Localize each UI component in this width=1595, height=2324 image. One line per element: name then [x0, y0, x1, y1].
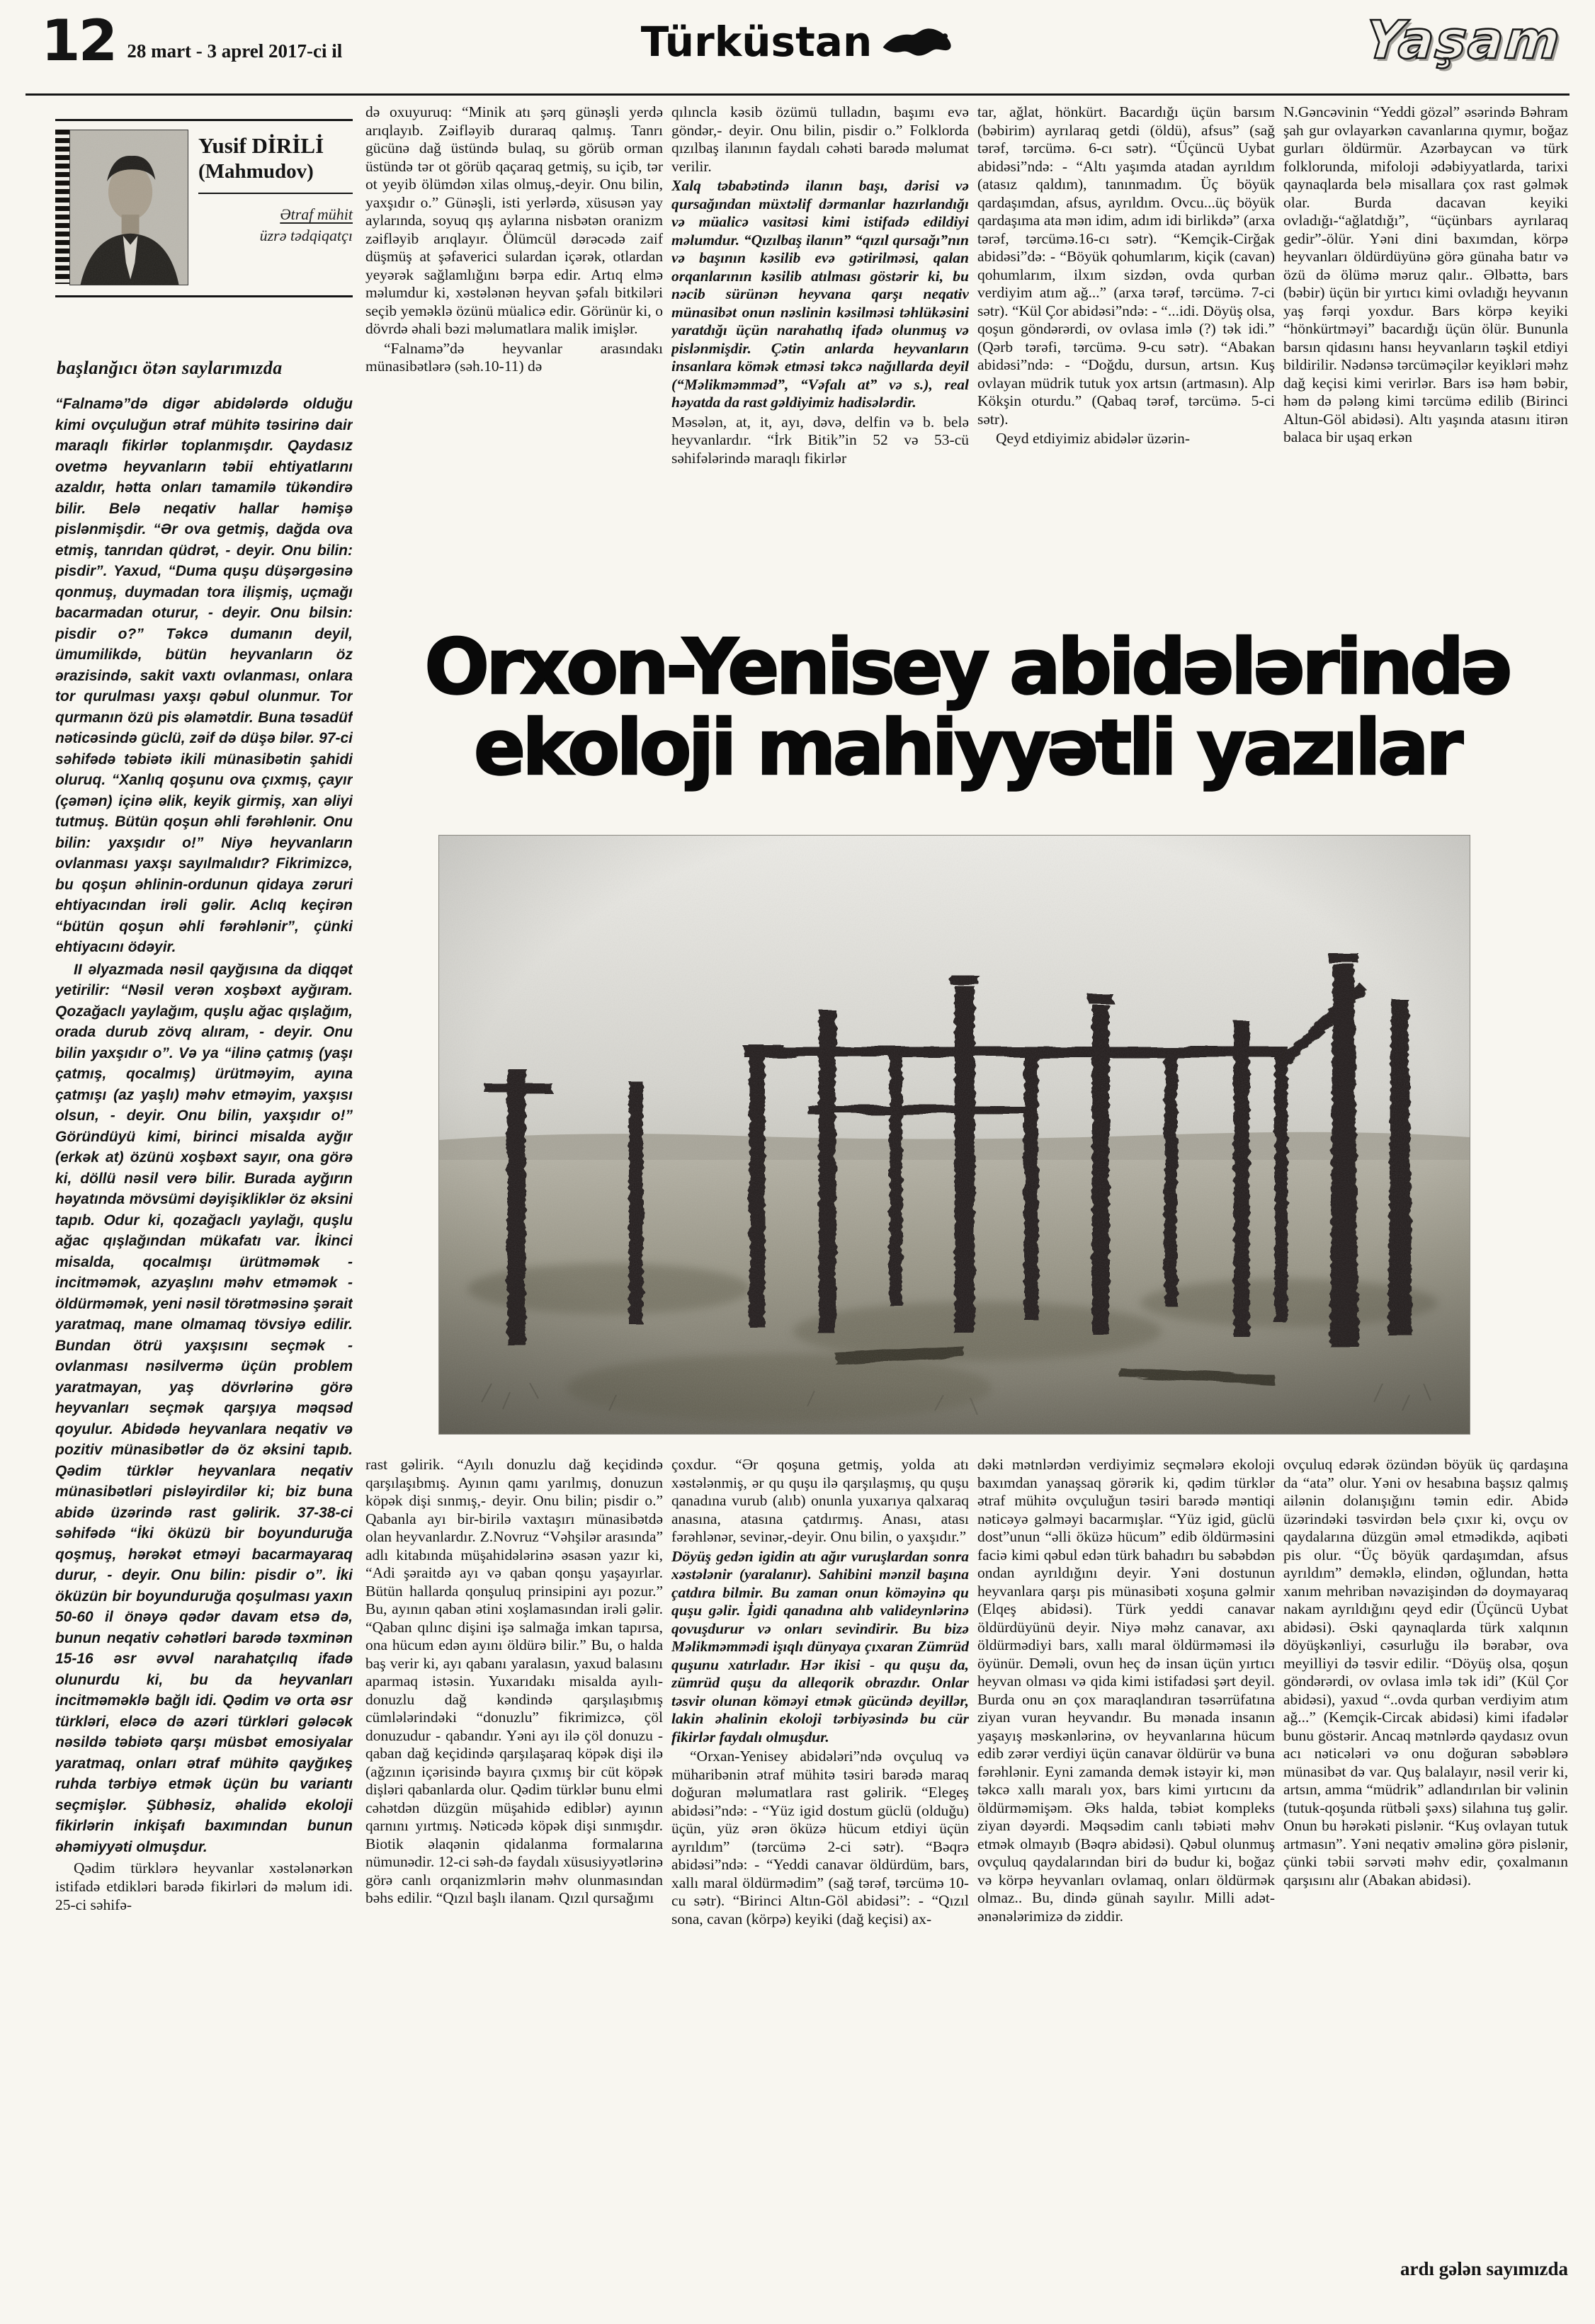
- header-left: [41, 8, 343, 74]
- paragraph: də oxuyuruq: “Minik atı şərq günəşli yerdə arıqlayıb. Zəifləyib duraraq qalmış. Tanrı gücünə dağ üstündə bulaq, su görüb orman üstündə tər ot görüb qaçaraq getmiş, su içib, tər ot yeyib ölümdən xilas olmuş,-deyir. Onu bilin, yaxşıdır o.” Günəşli, isti yerlərdə, xüsusən yay aylarında, soyuq qış aylarına nisbətən oranizm zəifləyib arıqlayır. Ölümcül dərəcədə zaif düşmüş at şəfaverici sulardan içərək, otlardan yeyərək sağlamlığını bərpa edir. Artıq elmə məlumdur ki, xəstələnən heyvan şəfalı bitkiləri seçib yeməklə özünü müalicə edir. Görünür ki, o dövrdə əhali bəzi məlumatlara malik imişlər.: [365, 103, 663, 337]
- paragraph: dəki mətnlərdən verdiyimiz seçmələrə ekoloji baxımdan yanaşsaq görərik ki, qədim türklər ətraf mühitə ovçuluğun təsiri barədə məntiqi nəticəyə gəlməyi bacarmışlar. “Yüz igid, güclü dost”unun “əlli öküzə hücum” edib öldürməsini faciə kimi qəbul edən türk bahadırı bu səbəbdən ondan ayrıldığını deyir. Yəni dostunun heyvanlara qarşı pis münasibəti xoşuna gəlmir (Elqeş abidəsi). Türk yeddi canavar öldürdüyünü deyir. Niyə məhz canavar, axı öldürmədiyi bars, xallı maral öldürməməsi ilə öyünür. Deməli, ovun heç də insan üçün yırtıcı heyvan olması və qida kimi istifadəsi şərt deyil. Burda onu ən çox maraqlandıran təsərrüfatına ziyan vuran heyvandır. Bu mənada insanın yaşayış məskənlərinə, ov heyvanlarına hücum edib zərər verdiyi üçün canavar öldürür və buna fərəhlənir. Eyni zamanda demək istəyir ki, mən təkcə xallı maralı yox, bars kimi yırtıcını da öldürməmişəm. Əks halda, təbiət kompleks ziyan dəyərdi. Məqsədim canlı təbiəti məhv etmək olmayıb (Bəqrə abidəsi). Qəbul olunmuş ovçuluq qaydalarından biri də budur ki, boğaz və körpə heyvanları ovlamaq, onları öldürmək olmaz.. Bu, dində günah sayılır. Milli adət-ənənələrimizə də ziddir.: [977, 1456, 1275, 1925]
- header-center: [641, 20, 961, 64]
- issue-date: 28 mart - 3 aprel 2017-ci il: [127, 40, 343, 62]
- paragraph: “Falnamə”də heyvanlar arasındakı münasibətlərə (səh.10-11) də: [365, 339, 663, 375]
- masthead-logo-icon: [878, 20, 961, 64]
- page-number: 12: [41, 8, 116, 74]
- paragraph: “Falnamə”də digər abidələrdə olduğu kimi ovçuluğun ətraf mühitə təsirinə dair maraqlı fikirlər toplanmışdır. Qaydasız ovetmə heyvanların təbii ehtiyatlarını azaldır, hətta onları tamamilə tükəndirə bilir. Belə neqativ hallar həmişə pislənmişdir. “Ər ova getmiş, dağda ova etmiş, tanrıdan qüdrət, - deyir. Onu bilin: pisdir”. Yaxud, “Duma quşu düşərgəsinə qonmuş, duymadan tora ilişmiş, uçmağı bacarmadan oturur, - deyir. Onu bilsin: pisdir o?” Təkcə dumanın deyil, ümumilikdə, bütün heyvanların öz ərazisində, sakit vaxtı ovlanması, onlara tor qurulması yaxşı qəbul olunmur. Tor qurmanın özü pis əlamətdir. Buna təsadüf nəticəsində güclü, zəif də düşə bilər. 97-ci səhifədə təbiətə ikili münasibətin şahidi oluruq. “Xanlıq qoşunu ova çıxmış, çayır (çəmən) içinə əlik, keyik girmiş, xan əliyi tutmuş. Bütün qoşun əhli fərəhlənir. Onu bilin: yaxşıdır o!” Niyə heyvanların ovlanması yaxşı sayılmalıdır? Fikrimizcə, bu qoşun əhlinin-ordunun qidaya zəruri ehtiyacından irəli gəlir. Aclıq keçirən “bütün qoşun əhli fərəhlənir”, çünki ehtiyacını ödəyir.: [55, 396, 353, 955]
- section-title: Yaşam: [1363, 10, 1564, 71]
- paragraph: qılıncla kəsib özümü tulladın, başımı evə göndər,- deyir. Onu bilin, pisdir o.” Folklorda qızılbaş ilanının faydalı cəhəti barədə məlumat verilir.: [671, 103, 969, 175]
- paragraph: Qədim türklərə heyvanlar xəstələnərkən istifadə etdikləri barədə fikirləri də məlum idi. 25-ci səhifə-: [55, 1859, 353, 1913]
- article-column-5-bottom: [1283, 1456, 1568, 2250]
- headline-line2: ekoloji mahiyyətli yazılar: [473, 704, 1460, 792]
- monuments-photo-graphic: [439, 836, 1470, 1434]
- article-headline: [365, 623, 1568, 792]
- author-divider: [198, 193, 353, 194]
- paragraph: “Orxan-Yenisey abidələri”ndə ovçuluq və müharibənin ətraf mühitə təsiri barədə maraq doğuran məlumatlara rast gəlirik. “Elegeş abidəsi”ndə: - “Yüz igid dostum güclü (olduğu) üçün, yüz ərən öküzə hücum etdiyi üçün ayrıldım” (tərcümə 2-ci sətr). “Bəqrə abidəsi”ndə: - “Yeddi canavar öldürdüm, bars, xallı maral öldürmədim” (sağ tərəf, tərcümə 10-cu sətr). “Birinci Altın-Göl abidəsi”: - “Qızıl sona, cavan (körpə) keyiki (dağ keçisi) ax-: [671, 1748, 969, 1927]
- paragraph: tar, ağlat, hönkürt. Bacardığı üçün barsım (bəbirim) ayrılaraq getdi (öldü), afsus” (sağ tərəf, tərcümə. 6-cı sətr). “Üçüncü Uybat abidəsi”ndə: - “Altı yaşımda atadan ayrıldım (atasız qaldım), tanınmadım. Üç böyük qardaşımdan, afsus, ayrıldım. Ovcu...üç böyük qardaşıma ata mən idim, adım idi birlikdə” (arxa tərəf, tərcümə.16-cı sətr). “Kemçik-Cirğak abidəsi”də: - “Böyük qohumlarım, kiçik (cavan) qohumlarım, ilxım sizdən, ovda qurban verdiyim atım ağ...” (arxa tərəf, tərcümə. 7-ci sətr). “Kül Çor abidəsi”ndə: - “...idi. Döyüş olsa, qoşun göndərərdi, ov ovlasa imlə (?) tək idi.” (Qərb tərəfi, tərcümə. 9-cu sətr). “Abakan abidəsi”ndə: - “Doğdu, dursun, artsın. Kuş ovlayan müdrik tutuk yox artsın (artmasın). Alp Kökşin oturdu.” (Qabaq tərəf, tərcümə. 5-ci sətr).: [977, 103, 1275, 428]
- header-rule: [25, 93, 1570, 96]
- author-role-line2: üzrə tədqiqatçı: [259, 227, 353, 245]
- article-column-4-bottom: [977, 1456, 1275, 2250]
- headline-line1: Orxon-Yenisey abidələrində: [424, 623, 1509, 712]
- article-column-5-top: [1283, 103, 1568, 626]
- article-column-3-top: [671, 103, 969, 626]
- continuation-note: ardı gələn sayımızda: [1400, 2258, 1568, 2279]
- paragraph: çoxdur. “Ər qoşuna getmiş, yolda atı xəstələnmiş, ər qu quşu ilə qarşılaşmış, qu quşu qanadına vurub (alıb) onunla yuxarıya qalxaraq anasına, atasına çatdırmış. Anası, atası fərəhlənər, sevinər,-deyir. Onu bilin, o yaxşıdır.”: [671, 1456, 969, 1545]
- article-column-2-top: [365, 103, 663, 626]
- page-header: [41, 8, 1564, 89]
- author-role-line1: Ətraf mühit: [280, 205, 353, 224]
- series-kicker: başlanğıcı ötən saylarımızda: [57, 358, 283, 378]
- author-box: [55, 119, 353, 297]
- paragraph: Məsələn, at, it, ayı, dəvə, delfin və b. belə heyvanlardır. “İrk Bitik”in 52 və 53-cü səhifələrində maraqlı fikirlər: [671, 413, 969, 467]
- paragraph: Qeyd etdiyimiz abidələr üzərin-: [996, 430, 1191, 447]
- author-portrait-image: [69, 130, 188, 285]
- author-name: Yusif DİRİLİ: [198, 133, 324, 158]
- article-photo: [439, 836, 1470, 1434]
- author-photo: [55, 130, 188, 285]
- author-surname: (Mahmudov): [198, 160, 314, 183]
- paragraph: ovçuluq edərək özündən böyük üç qardaşına da “ata” olur. Yəni ov hesabına başsız qalmış ailənin dolanışığını təmin edir. Abidə üzərindəki təsvirdən belə çıxır ki, ovçu ov qaydalarına düzgün əməl etmədikdə, aqibəti pis olur. “Üç böyük qardaşımdan, afsus ayrıldım” deməklə, elindən, oğlundan, hətta xanım mehriban nəvazişindən də doymayaraq nakam ayrıldığını qeyd edir (Üçüncü Uybat abidəsi). Əski qaynaqlarda türk xalqının döyüşkənliyi, cəsurluğu ilə bərabər, ova meyilliyi də təsvir edilir. “Döyüş olsa, qoşun göndərərdi, ov ovlasa imlə tək idi” (Kül Çor abidəsi), yaxud “..ovda qurban verdiyim atım ağ...” (Kemçik-Circak abidəsi) kimi ifadələr bunu göstərir. Ancaq mətnlərdə qaydasız ovun acı nəticələri və onu doğuran səbəblərə münasibət də var. Quş balalayır, nəsil verir ki, artsın, amma “müdrik” adlandırılan bir vəlinin (tutuk-qoşunda rütbəli şəxs) silahına tuş gəlir. Onun bu hərəkəti pislənir. “Kuş ovlayan tutuk artmasın”. Yəni neqativ əməlinə görə pislənir, çünki təbii sərvəti məhv edir, çoxalmanın qarşısını alır (Abakan abidəsi).: [1283, 1456, 1568, 1889]
- masthead-title: Türküstan: [640, 18, 873, 66]
- paragraph: Döyüş gedən igidin atı ağır vuruşlardan sonra xəstələnir (yaralanır). Sahibini mənzil başına çatdıra bilmir. Bu zaman onun köməyinə qu quşu gəlir. İgidi qanadına alıb valideynlərinə qovuşdurur və onları sevindirir. Bu bizə Məlikməmmədi işıqlı dünyaya çıxaran Zümrüd quşunu xatırladır. Hər ikisi - qu quşu da, zümrüd quşu da alleqorik obrazdır. Onlar təsvir olunan köməyi etmək gücündə deyillər, lakin əhalinin ekoloji tərbiyəsində bu cür fikirlər faydalı olmuşdur.: [671, 1547, 969, 1745]
- article-column-2-bottom: [365, 1456, 663, 2250]
- article-column-1: [55, 394, 353, 2310]
- paragraph: N.Gəncəvinin “Yeddi gözəl” əsərində Bəhram şah gur ovlayarkən cavanlarına qıymır, boğaz gurları öldürmür. Azərbaycan və türk folklorunda, mifoloji ədəbiyyatlarda, tarixi qaynaqlarda belə misallara çox rast gəlmək olar. Burda dacavan keyiki ovladığı-“ağlatdığı”, “üçünbars ayrılaraq gedir”-ölür. Yəni dini baxımdan, körpə heyvanları öldürdüyünə görə günaha batır və özü də ölümə məruz qalır.. Əlbəttə, bars (bəbir) üçün bir yırtıcı kimi ovladığı heyvanın yaş fərqi yoxdur. Bars körpə keyiki “hönkürtməyi” bacardığı üçün ölür. Bununla barsın qidasını hansı heyvanların təşkil etdiyi bildirilir. Nədənsə tərcüməçilər keyikləri məhz dağ keçisi kimi verirlər. Bars isə həm bəbir, həm də pələng kimi tərcümə edilib (Birinci Altun-Göl abidəsi). Altı yaşında atasını itirən balaca bir uşaq erkən: [1283, 103, 1568, 445]
- paragraph: rast gəlirik. “Ayılı donuzlu dağ keçidində qarşılaşıbmış. Ayının qamı yarılmış, donuzun köpək dişi sınmış,- deyir. Onu bilin; pisdir o.” Qabanla ayı bir-birilə vaxtaşırı münasibətdə olan heyvanlardır. Z.Novruz “Vəhşilər arasında” adlı kitabında müşahidələrinə əsasən yazır ki, “Adi şəraitdə ayı və qaban qonşu yaşayırlar. Bütün hallarda qonşuluq prinsipini ayı pozur.” Bu, ayının qaban ətini xoşlamasından irəli gəlir. “Qaban qılınc dişini işə salmağa imkan tapırsa, ona hücum edən ayını öldürə bilir.” Bu, o halda baş verir ki, ayı qabanı yaralasın, yaxud balasını aparmaq istəsin. Yuxarıdakı misalda ayılı-donuzlu dağ kəndində qarşılaşıbmış cümlələrindəki “donuzlu” fikrimizcə, çöl donuzudur - qabandır. Yəni ayı ilə çöl donuzu - qaban dağ keçidində qarşılaşaraq köpək dişi ilə (ağzının içərisində bayıra çıxmış bir cüt köpək dişləri qabanlarda olur. Qədim türklər bunu elmi cəhətdən düzgün müşahidə ediblər) ayının qarnını yırtmış. Nəticədə köpək dişi sınmışdır. Biotik əlaqənin qidalanma formalarına nümunədir. 12-ci səh-də faydalı xüsusiyyətlərinə görə canlı orqanizmlərin məhv olunmasından bəhs edilir. “Qızıl başlı ilanam. Qızıl qursağımı: [365, 1456, 663, 1906]
- article-column-3-bottom: [671, 1456, 969, 2250]
- author-role: [198, 204, 353, 246]
- ornament-stripe: [55, 130, 69, 284]
- paragraph: II əlyazmada nəsil qayğısına da diqqət yetirilir: “Nəsil verən xoşbəxt ayğıram. Qozağaclı yaylağım, quşlu ağac qışlağım, orada durub zövq alıram, - deyir. Onu bilin yaxşıdır o”. Və ya “ilinə çatmış (yaşı çatmış, qocalmış) ürütməyim, ayına çatmışı (az yaşlı) məhv etməyim, yaxşısı olsun, - deyir. Onu bilin, yaxşıdır o!” Göründüyü kimi, birinci misalda ayğır (erkək at) özünü xoşbəxt sayır, ona görə ki, döllü nəsil verə bilir. Burada ayğırın həyatında mövsümi dəyişikliklər öz əksini tapıb. Odur ki, qozağaclı yaylağı, quşlu ağac qışlağından mükafatı var. İkinci misalda, qocalmışı ürütməmək - incitməmək, azyaşlını məhv etməmək - öldürməmək, yeni nəsil törətməsinə şərait yaratmaq, mane olmamaq tövsiyə edilir. Bundan ötrü yaxşısını seçmək - ovlanması nəsilvermə üçün problem yaratmayan, yaş dövrlərinə görə heyvanları seçmək qarşıya məqsəd qoyulur. Abidədə heyvanlara neqativ və pozitiv münasibətlər də öz əksini tapıb. Qədim türklər heyvanlara neqativ münasibətləri pisləyirdilər ki; biz buna abidə üzərində rast gəlirik. 37-38-ci səhifədə “İki öküzü bir boyunduruğa qoşmuş, hərəkət etməyi bacarmayaraq durur, - deyir. Onu bilin: pisdir o”. İki öküzün bir boyunduruğa qoşulması yaxın 50-60 il önəyə qədər davam etsə də, bunun neqativ cəhətləri barədə təxminən 15-16 əsr əvvəl narahatçılıq ifadə olunurdu ki, bu da heyvanları incitməməklə bağlı idi. Qədim və orta əsr türkləri, eləcə də azəri türkləri gələcək nəsildə təbiətə qarşı müsbət emosiyalar yaratmaq, onları ətraf mühitə qayğıkeş ruhda tərbiyə etmək üçün bu variantı seçmişlər. Şübhəsiz, əhalidə ekoloji fikirlərin inkişafı baxımından bunun əhəmiyyəti olmuşdur.: [55, 961, 353, 1855]
- author-meta: [198, 130, 353, 285]
- article-column-4-top: [977, 103, 1275, 626]
- paragraph: Xalq təbabətində ilanın başı, dərisi və qursağından müxtəlif dərmanlar hazırlandığı və müalicə vasitəsi kimi istifadə edildiyi məlumdur. “Qızılbaş ilanın” “qızıl qursağı”nın və başının kəsilib evə gətirilməsi, qalan orqanlarının kəsilib atılması göstərir ki, bu nəcib sürünən heyvana qarşı neqativ münasibət onun nəslinin kəsilməsi təhlükəsini yaratdığı üçün narahatlıq ifadə olunmuş və pislənmişdir. Çətin anlarda heyvanların insanlara kömək etməsi təkcə nağıllarda deyil (“Məlikməmməd”, “Vəfalı at” və s.), real həyatda da rast gəldiyimiz hadisələrdir.: [671, 177, 969, 411]
